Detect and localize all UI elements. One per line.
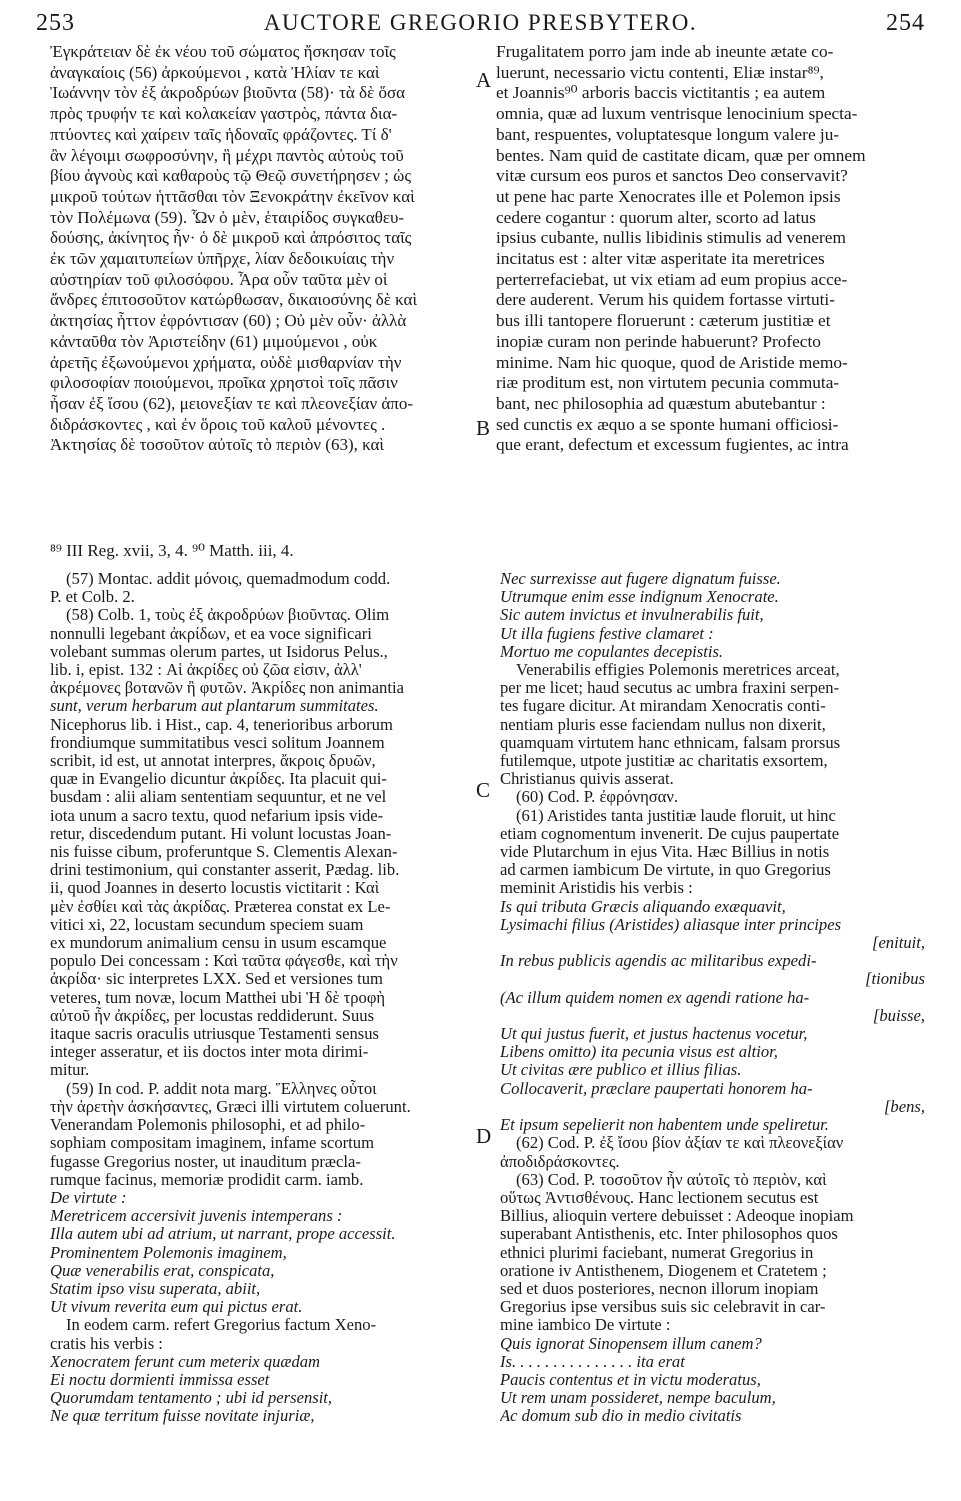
note-line: In eodem carm. refert Gregorius factum Xeno- bbox=[66, 1316, 377, 1335]
greek-text-line: αὐστηρίαν τοῦ φιλοσόφου. Ἆρα οὖν ταῦτα μὲν οἱ bbox=[50, 269, 388, 289]
note-line: Mortuo me copulantes decepistis. bbox=[500, 642, 724, 661]
latin-text-column bbox=[496, 42, 926, 456]
greek-text-line: βίου ἁγνοὺς καὶ καθαροὺς τῷ Θεῷ συνετήρησεν ; ὡς bbox=[50, 166, 412, 186]
note-line: [tionibus bbox=[865, 970, 925, 989]
note-line: mine iambico De virtute : bbox=[500, 1316, 671, 1335]
note-line: fugasse Gregorius noster, ut inauditum præcla- bbox=[50, 1152, 361, 1171]
note-line: Venerabilis effigies Polemonis meretrices arceat, bbox=[516, 661, 840, 680]
greek-text-line: ἐκ τῶν χαμαιτυπείων ὑπῆρχε, λίαν δεδοικυίαις τὴν bbox=[50, 249, 395, 269]
note-line: Nicephorus lib. i Hist., cap. 4, tenerioribus arborum bbox=[50, 715, 393, 734]
note-line: integer asseratur, et iis doctos inter mota dirimi- bbox=[50, 1043, 369, 1062]
note-line: ii, quod Joannes in deserto locustis victitarit : Καὶ bbox=[50, 879, 380, 898]
note-line: lib. i, epist. 132 : Αἱ ἀκρίδες οὐ ζῶα εἰσιν, ἀλλ' bbox=[50, 661, 362, 680]
note-line: τὴν ἀρετὴν ἀσκήσαντες, Græci illi virtutem coluerunt. bbox=[50, 1097, 411, 1116]
note-line: nentiam pluris esse faciendam nullus non dixerit, bbox=[500, 715, 826, 734]
latin-text-line: vitæ cursum eos puros et sanctos Deo conservavit? bbox=[496, 166, 848, 186]
note-line: vide Plutarchum in ejus Vita. Hæc Billius in notis bbox=[500, 843, 830, 862]
greek-text-line: πτύοντες καὶ χαίρειν ταῖς ἡδοναῖς φράζοντες. Τί δ' bbox=[50, 124, 392, 144]
note-line: ad carmen iambicum De virtute, in quo Gregorius bbox=[500, 861, 831, 880]
notes-right-column bbox=[500, 570, 925, 1426]
latin-text-line: omnia, quæ ad luxum ventrisque lenocinium specta- bbox=[496, 104, 858, 124]
latin-text-line: Frugalitatem porro jam inde ab ineunte ætate co- bbox=[496, 42, 834, 61]
note-line: Quis ignorat Sinopensem illum canem? bbox=[500, 1334, 762, 1353]
note-line: etiam cognomentum invenerit. De cujus paupertate bbox=[500, 824, 840, 843]
note-line: Sic autem invictus et invulnerabilis fuit, bbox=[500, 606, 764, 625]
latin-text-line: que erant, defectum et excessum fugientes, ac intra bbox=[496, 435, 849, 455]
note-line: vitici xi, 22, locustam secundum speciem suam bbox=[50, 915, 364, 934]
note-line: P. et Colb. 2. bbox=[50, 588, 135, 607]
note-line: retur, discedendum putant. Hi volunt locustas Joan- bbox=[50, 824, 392, 843]
note-line: superabant Antisthenis, etc. Inter philosophos quos bbox=[500, 1225, 838, 1244]
note-line: meminit Aristidis his verbis : bbox=[500, 879, 693, 898]
note-line: ethnici plurimi faciebant, numerat Gregorius in bbox=[500, 1243, 814, 1262]
latin-text-line: sed cunctis ex æquo a se sponte humani officiosi- bbox=[496, 414, 839, 434]
note-line: In rebus publicis agendis ac militaribus expedi- bbox=[500, 952, 817, 971]
note-line: (59) In cod. P. addit nota marg. Ἕλληνες οὗτοι bbox=[66, 1079, 377, 1098]
note-line: Paucis contentus et in victu moderatus, bbox=[500, 1370, 761, 1389]
greek-text-line: Ἐγκράτειαν δὲ ἐκ νέου τοῦ σώματος ἤσκησαν τοῖς bbox=[50, 42, 396, 61]
latin-text-line: minime. Nam hic quoque, quod de Aristide memo- bbox=[496, 352, 848, 372]
note-line: Statim ipso visu superata, abiit, bbox=[50, 1279, 261, 1298]
note-line: Collocaverit, præclare paupertati honorem ha- bbox=[500, 1079, 813, 1098]
note-line: sophiam compositam imaginem, infame scortum bbox=[50, 1134, 374, 1153]
note-line: Ut illa fugiens festive clamaret : bbox=[500, 624, 714, 643]
note-line: Gregorius ipse versibus suis sic celebravit in car- bbox=[500, 1298, 826, 1317]
note-line: volebant summas olerum partes, ut Isidorus Pelus., bbox=[50, 642, 388, 661]
note-line: quamquam virtutem hanc ethnicam, falsam prorsus bbox=[500, 733, 841, 752]
note-line: Ut vivum reverita eum qui pictus erat. bbox=[50, 1298, 303, 1317]
note-line: nonnulli legebant ἀκρίδων, et ea voce significari bbox=[50, 624, 372, 643]
greek-text-line: ἄνδρες ἐπιτοσοῦτον κατώρθωσαν, δικαιοσύνης δὲ καὶ bbox=[50, 290, 418, 310]
note-line: ἀκρέμονες βοτανῶν ἢ φυτῶν. Ἀκρίδες non animantia bbox=[50, 679, 404, 698]
note-line: per me licet; haud secutus ac umbra fraxini serpen- bbox=[500, 679, 840, 698]
note-line: Ut rem unam possideret, nempe baculum, bbox=[500, 1389, 776, 1408]
note-line: Libens omitto) ita pecunia visus est altior, bbox=[500, 1043, 778, 1062]
section-marker-c: C bbox=[476, 778, 491, 802]
note-line: sunt, verum herbarum aut plantarum summitates. bbox=[50, 697, 379, 716]
notes-left-column bbox=[50, 570, 475, 1426]
note-line: Nec surrexisse aut fugere dignatum fuisse. bbox=[500, 570, 781, 588]
note-line: Venerandam Polemonis philosophi, et ad philo- bbox=[50, 1116, 366, 1135]
note-line: mitur. bbox=[50, 1061, 90, 1080]
note-line: Utrumque enim esse indignum Xenocrate. bbox=[500, 588, 779, 607]
note-line: Is. . . . . . . . . . . . . . . ita erat bbox=[500, 1352, 685, 1371]
note-line: [buisse, bbox=[872, 1006, 925, 1025]
greek-text-line: ἂν λέγοιμι σωφροσύνην, ἣ μέχρι παντὸς αὐτοὺς τοῦ bbox=[50, 145, 404, 165]
latin-text-line: ipsius cubante, nullis libidinis stimulis ad venerem bbox=[496, 228, 846, 248]
note-line: (58) Colb. 1, τοὺς ἐξ ἀκροδρύων βιοῦντας. Olim bbox=[66, 606, 390, 625]
note-line: (63) Cod. P. τοσοῦτον ἦν αὐτοῖς τὸ περιὸν, καὶ bbox=[516, 1170, 827, 1189]
latin-text-line: bant, nec philosophia ad quæstum abutebantur : bbox=[496, 393, 826, 413]
note-line: tes fugare dicitur. At mirandam Xenocratis conti- bbox=[500, 697, 826, 716]
note-line: (Ac illum quidem nomen ex agendi ratione ha- bbox=[500, 988, 810, 1007]
latin-text-line: et Joannis⁹⁰ arboris baccis victitantis ; ea autem bbox=[496, 83, 826, 103]
latin-text-line: ut pene hac parte Xenocrates ille et Polemon ipsis bbox=[496, 186, 841, 206]
note-line: ἀκρίδα· sic interpretes LXX. Sed et versiones tum bbox=[50, 970, 383, 989]
latin-text-line: luerunt, necessario victu contenti, Eliæ instar⁸⁹, bbox=[496, 62, 824, 82]
note-line: [enituit, bbox=[871, 934, 925, 953]
note-line: nis fuisse cibum, proferuntque S. Clementis Alexan- bbox=[50, 843, 398, 862]
section-marker-d: D bbox=[476, 1124, 492, 1148]
greek-text-line: δούσης, ἀκίνητος ἦν· ὁ δὲ μικροῦ καὶ ἀπρόσιτος ταῖς bbox=[50, 228, 412, 248]
note-line: rumque facinus, memoriæ prodidit carm. iamb. bbox=[50, 1170, 364, 1189]
note-line: populo Dei concessam : Καὶ ταῦτα φάγεσθε, καὶ τὴν bbox=[50, 952, 398, 971]
note-line: μὲν ἐσθίει καὶ τὰς ἀκρίδας. Præterea constat ex Le- bbox=[50, 897, 391, 916]
note-line: Quorumdam tentamento ; ubi id persensit, bbox=[50, 1389, 333, 1408]
running-title: AUCTORE GREGORIO PRESBYTERO. bbox=[263, 10, 698, 35]
note-line: Ne quæ territum fuisse novitate injuriæ, bbox=[50, 1407, 315, 1426]
note-line: sed et duos posteriores, necnon illorum inopiam bbox=[500, 1279, 819, 1298]
note-line: futilemque, utpote justitiæ ac charitatis exsortem, bbox=[500, 752, 828, 771]
note-line: Xenocratem ferunt cum meterix quædam bbox=[50, 1352, 321, 1371]
note-line: (60) Cod. P. ἐφρόνησαν. bbox=[516, 788, 679, 807]
latin-text-line: bus illi tantopere floruerunt : cæterum justitiæ et bbox=[496, 311, 831, 331]
note-line: Ac domum sub dio in medio civitatis bbox=[500, 1407, 742, 1426]
note-line: Meretricem accersivit juvenis intemperans : bbox=[50, 1207, 343, 1226]
note-line: cratis his verbis : bbox=[50, 1334, 163, 1353]
greek-text-line: ἀκτησίας ἧττον ἐφρόντισαν (60) ; Οὐ μὲν οὖν· ἀλλὰ bbox=[50, 311, 407, 331]
section-marker-a: A bbox=[476, 68, 492, 92]
latin-text-line: bentes. Nam quid de castitate dicam, quæ per omnem bbox=[496, 145, 866, 165]
scripture-references: ⁸⁹ III Reg. xvii, 3, 4. ⁹⁰ Matth. iii, 4. bbox=[50, 541, 294, 560]
note-line: quæ in Evangelio dicuntur ἀκρίδες. Ita placuit qui- bbox=[50, 770, 387, 789]
note-line: Ut qui justus fuerit, et justus hactenus vocetur, bbox=[500, 1025, 808, 1044]
latin-text-line: riæ proditum est, non virtutem pecunia commuta- bbox=[496, 373, 840, 393]
latin-text-line: bant, respuentes, voluptatesque longum valere ju- bbox=[496, 124, 840, 144]
note-line: [bens, bbox=[883, 1097, 925, 1116]
greek-text-line: ἀναγκαίοις (56) ἀρκούμενοι , κατὰ Ἠλίαν τε καὶ bbox=[50, 62, 380, 82]
page-number-left: 253 bbox=[36, 10, 75, 36]
greek-text-line: Ἀκτησίας δὲ τοσοῦτον αὐτοῖς τὸ περιὸν (63), καὶ bbox=[50, 435, 384, 455]
greek-text-line: ἦσαν ἐξ ἴσου (62), μειονεξίαν τε καὶ πλεονεξίαν ἀπο- bbox=[50, 393, 414, 413]
note-line: Billius, alioquin vertere debuisset : Adeoque inopiam bbox=[500, 1207, 854, 1226]
note-line: Quæ venerabilis erat, conspicata, bbox=[50, 1261, 275, 1280]
note-line: oratione iv Antisthenem, Diogenem et Cratetem ; bbox=[500, 1261, 827, 1280]
note-line: αὐτοῦ ἦν ἀκρίδες, per locustas reddiderunt. Suus bbox=[50, 1006, 375, 1025]
greek-text-line: πρὸς τρυφήν τε καὶ κολακείαν γαστρὸς, πάντα δια- bbox=[50, 104, 398, 124]
note-line: Prominentem Polemonis imaginem, bbox=[50, 1243, 287, 1262]
note-line: Illa autem ubi ad atrium, ut narrant, prope accessit. bbox=[50, 1225, 396, 1244]
note-line: Lysimachi filius (Aristides) aliasque inter principes bbox=[500, 915, 842, 934]
section-marker-b: B bbox=[476, 416, 491, 440]
note-line: ex mundorum animalium censu in usum escamque bbox=[50, 934, 387, 953]
greek-text-line: μικροῦ τούτων ἡττᾶσθαι τὸν Ξενοκράτην ἐκεῖνον καὶ bbox=[50, 186, 415, 206]
latin-text-line: incitatus est : alter vitæ asperitate ita meretrices bbox=[496, 249, 825, 269]
note-line: scribit, id est, ut annotat interpres, ἄκροις δρυῶν, bbox=[50, 752, 376, 771]
note-line: Is qui tributa Græcis aliquando exæquavit, bbox=[500, 897, 786, 916]
greek-text-line: τὸν Πολέμωνα (59). Ὧν ὁ μὲν, ἑταιρίδος συγκαθευ- bbox=[50, 207, 405, 227]
note-line: ἀποδιδράσκοντες. bbox=[500, 1152, 620, 1171]
latin-text-line: perterrefaciebat, ut vix etiam ad eum propius acce- bbox=[496, 269, 848, 289]
note-line: οὕτως Ἀντισθένους. Hanc lectionem secutus est bbox=[500, 1188, 819, 1207]
latin-text-line: cedere cogantur : quorum alter, scorto ad latus bbox=[496, 207, 816, 227]
latin-text-line: inopiæ curam non perinde habuerunt? Profecto bbox=[496, 331, 821, 351]
note-line: Ut civitas ære publico et illius filias. bbox=[500, 1061, 742, 1080]
note-line: itaque sacris oraculis utriusque Testamenti sensus bbox=[50, 1025, 379, 1044]
note-line: Ei noctu dormienti immissa esset bbox=[50, 1370, 270, 1389]
note-line: (61) Aristides tanta justitiæ laude floruit, ut hinc bbox=[516, 806, 836, 825]
greek-text-line: ἀρετῆς ἐξωνούμενοι χρήματα, οὐδὲ μισθαρνίαν τὴν bbox=[50, 352, 402, 372]
page-number-right: 254 bbox=[886, 10, 925, 36]
greek-text-line: φιλοσοφίαν ποιούμενοι, προῖκα χρηστοὶ τοῖς πᾶσιν bbox=[50, 373, 398, 393]
note-line: Et ipsum sepelierit non habentem unde speliretur. bbox=[500, 1116, 829, 1135]
note-line: Christianus quivis asserat. bbox=[500, 770, 674, 789]
greek-text-line: Ἰωάννην τὸν ἐξ ἀκροδρύων βιοῦντα (58)· τὰ δὲ ὅσα bbox=[50, 83, 406, 103]
note-line: (62) Cod. P. ἐξ ἴσου βίον ἀξίαν τε καὶ πλεονεξίαν bbox=[516, 1134, 844, 1153]
running-header bbox=[36, 2, 925, 40]
latin-text-line: dere auderent. Verum his quidem fortasse virtuti- bbox=[496, 290, 835, 310]
note-line: veteres, tum novæ, locum Matthei ubi Ἡ δὲ τροφὴ bbox=[50, 988, 386, 1007]
note-line: iota unum a sacro textu, quod nefarium ipsis vide- bbox=[50, 806, 384, 825]
greek-text-column bbox=[50, 42, 475, 456]
note-line: (57) Montac. addit μόνοις, quemadmodum codd. bbox=[66, 570, 391, 588]
note-line: busdam : alii aliam sententiam sequuntur, et ne vel bbox=[50, 788, 387, 807]
note-line: frondiumque summitatibus vesci solitum Joannem bbox=[50, 733, 385, 752]
greek-text-line: κἀνταῦθα τὸν Ἀριστείδην (61) μιμούμενοι , οὐκ bbox=[50, 331, 378, 351]
note-line: drini testimonium, qui constanter asserit, Pædag. lib. bbox=[50, 861, 400, 880]
greek-text-line: διδράσκοντες , καὶ ἐν ὅροις τοῦ καλοῦ μένοντες . bbox=[50, 414, 386, 434]
note-line: De virtute : bbox=[50, 1188, 127, 1207]
